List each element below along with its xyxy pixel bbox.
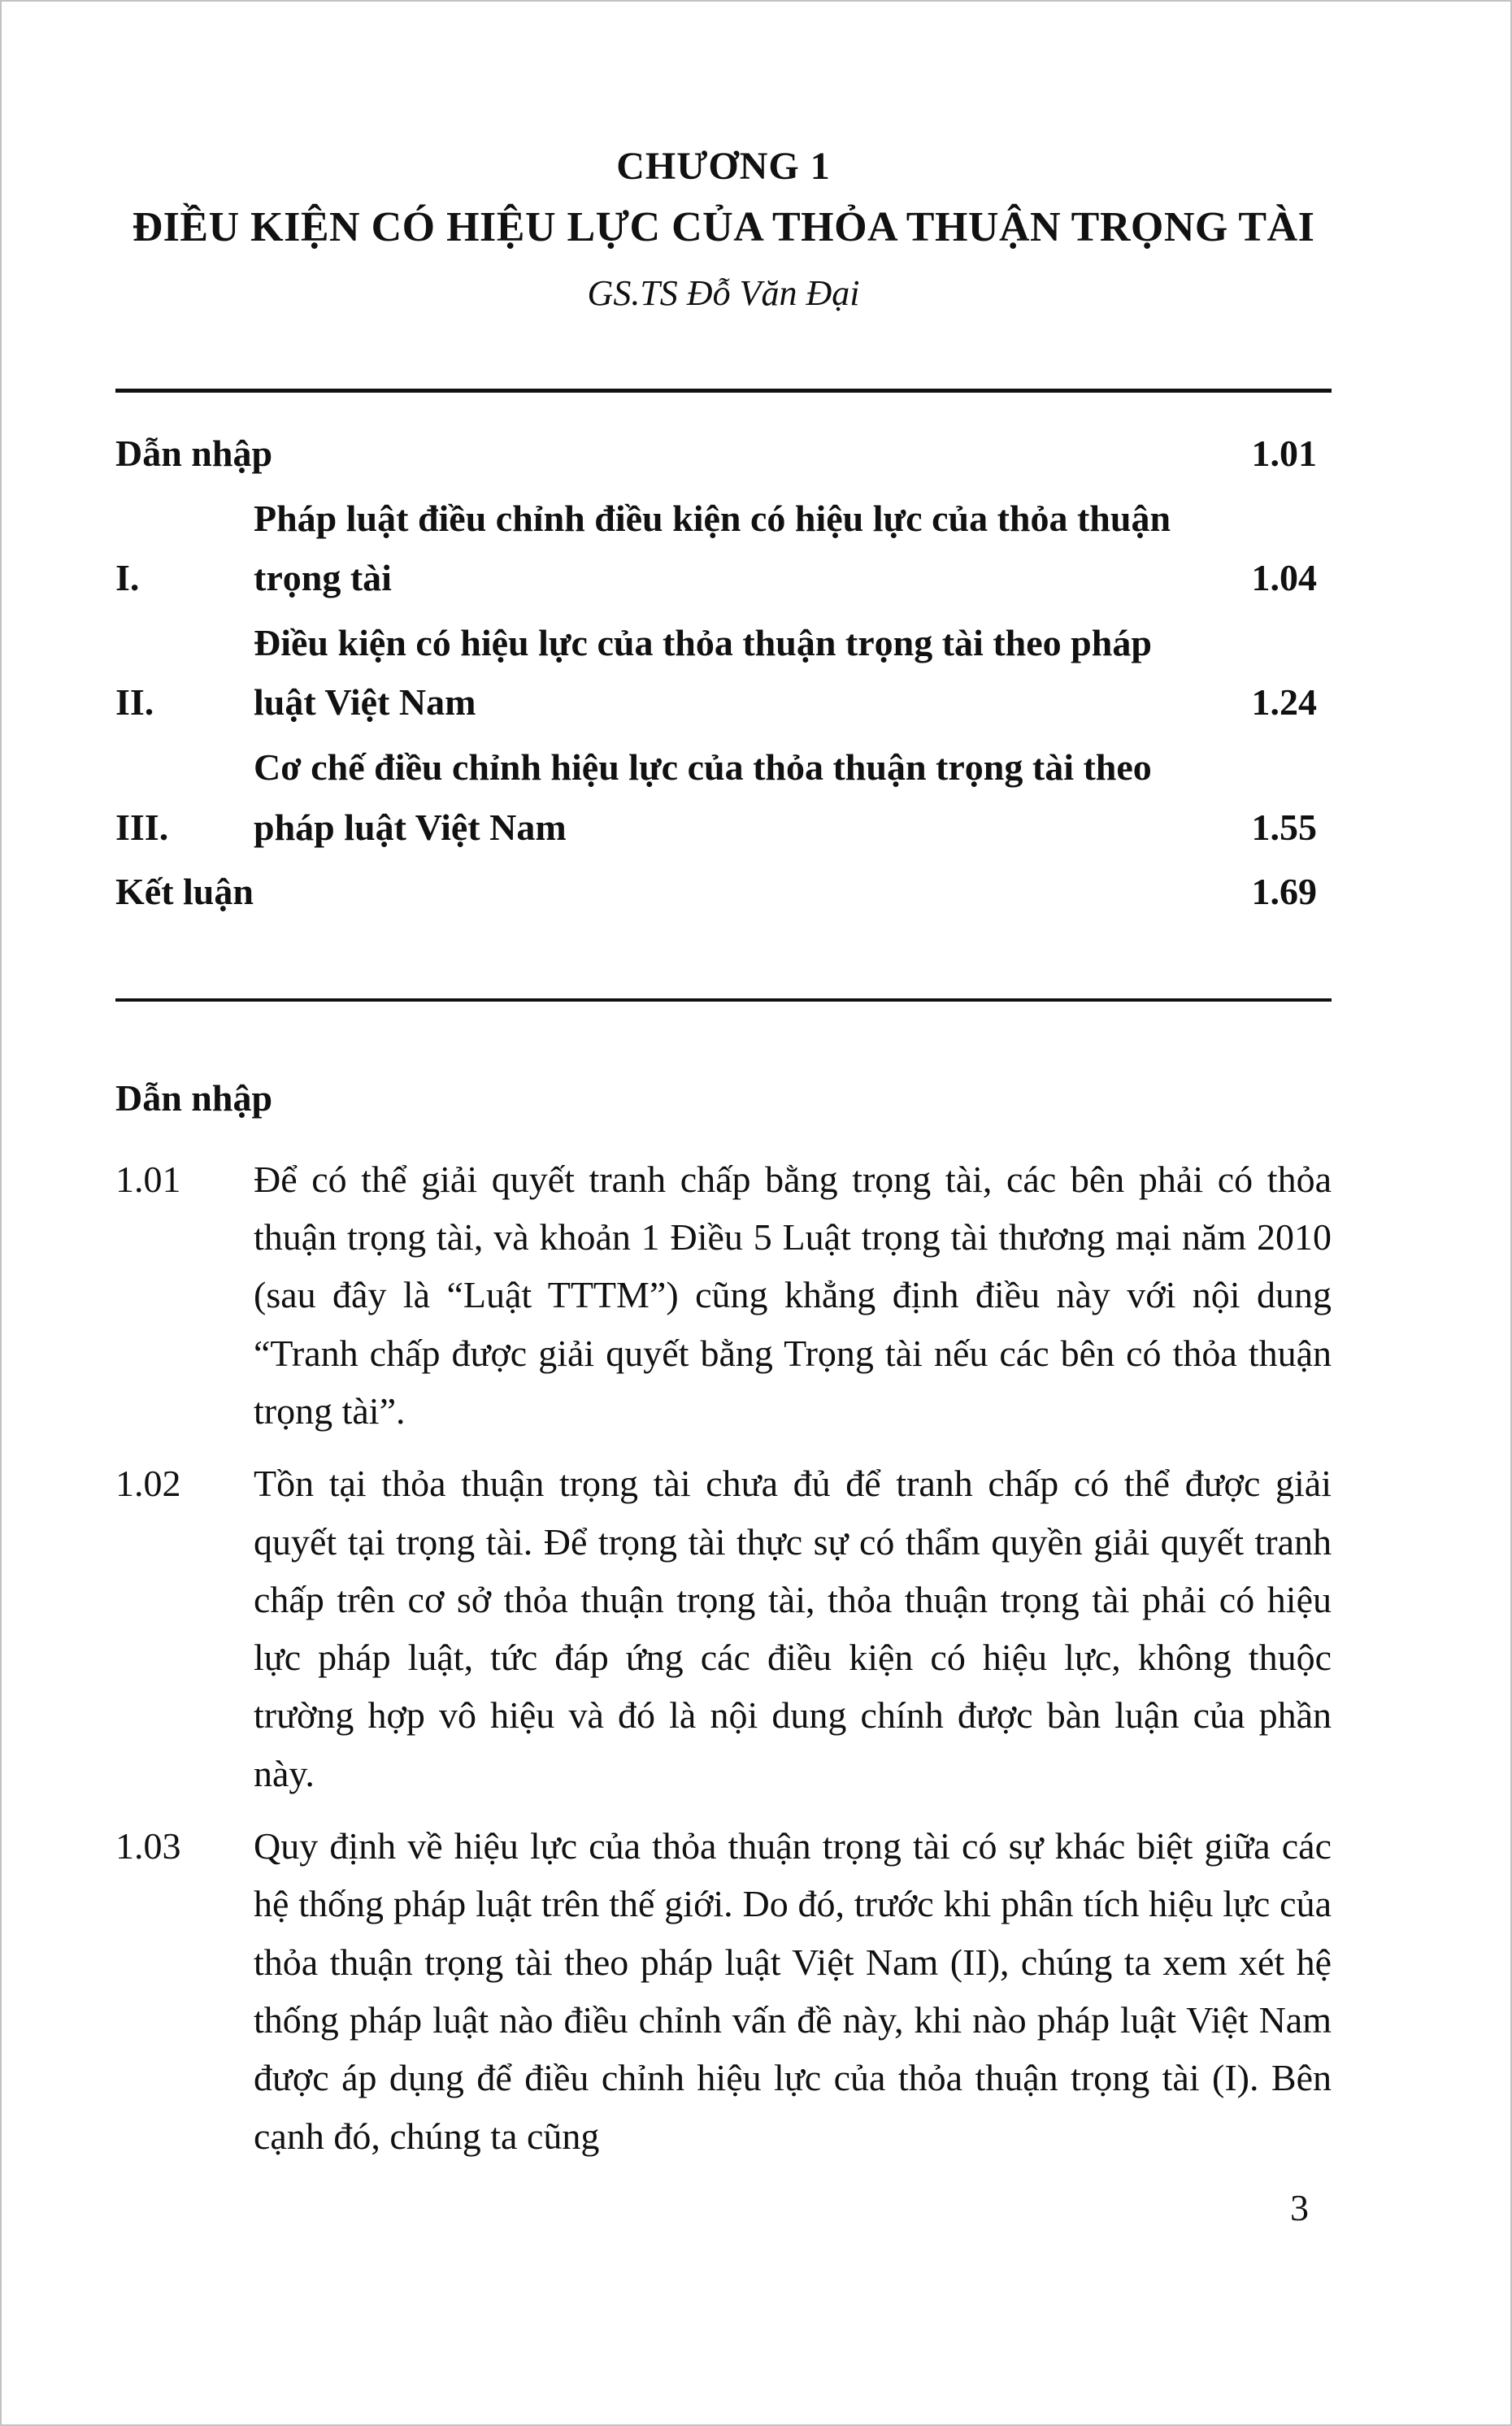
table-of-contents bbox=[115, 389, 1332, 1002]
author-name: GS.TS Đỗ Văn Đại bbox=[587, 273, 860, 313]
toc-entry-ref: 1.04 bbox=[1251, 557, 1317, 599]
section-heading: Dẫn nhập bbox=[115, 1076, 273, 1119]
toc-entry-label: Điều kiện có hiệu lực của thỏa thuận trọng tài theo pháp luật Việt Nam bbox=[254, 621, 1152, 724]
body-section bbox=[115, 1076, 1332, 2165]
paragraph-number: 1.02 bbox=[115, 1463, 181, 1505]
toc-entry-ref: 1.01 bbox=[1251, 433, 1317, 474]
chapter-heading: CHƯƠNG 1 bbox=[616, 145, 831, 188]
toc-entry-ref: 1.24 bbox=[1251, 681, 1317, 724]
toc-entry-ref: 1.55 bbox=[1251, 806, 1317, 848]
paragraph bbox=[115, 1150, 1332, 1440]
toc-entry-label: Kết luận bbox=[115, 871, 254, 913]
paragraph-text: Tồn tại thỏa thuận trọng tài chưa đủ để tranh chấp có thể được giải quyết tại trọng tài. Để trọng tài thực sự có thẩm quyền giải quyết tranh chấp trên cơ sở thỏa thuận trọng tài, thỏa thuận trọng tài phải có hiệu lực pháp luật, tức đáp ứng các điều kiện có hiệu lực, không thuộc trường hợp vô hiệu và đó là nội dung chính được bàn luận của phần này. bbox=[254, 1463, 1332, 1794]
toc-entry-numeral: III. bbox=[115, 806, 169, 848]
toc-entry-label: Dẫn nhập bbox=[115, 433, 273, 474]
toc-entry bbox=[115, 424, 1332, 484]
toc-entry bbox=[115, 737, 1332, 857]
page-content bbox=[2, 2, 1510, 2229]
paragraph bbox=[115, 1817, 1332, 2165]
toc-entry bbox=[115, 613, 1332, 733]
paragraph-number: 1.01 bbox=[115, 1158, 181, 1200]
toc-entry-numeral: I. bbox=[115, 557, 140, 599]
toc-entry-label: Pháp luật điều chỉnh điều kiện có hiệu lực của thỏa thuận trọng tài bbox=[254, 497, 1171, 599]
paragraph-number: 1.03 bbox=[115, 1825, 181, 1867]
toc-entry bbox=[115, 489, 1332, 608]
paragraph bbox=[115, 1454, 1332, 1802]
toc-entry-numeral: II. bbox=[115, 681, 154, 724]
paragraph-text: Quy định về hiệu lực của thỏa thuận trọng tài có sự khác biệt giữa các hệ thống pháp luật trên thế giới. Do đó, trước khi phân tích hiệu lực của thỏa thuận trọng tài theo pháp luật Việt Nam (II), chúng ta xem xét hệ thống pháp luật nào điều chỉnh vấn đề này, khi nào pháp luật Việt Nam được áp dụng để điều chỉnh hiệu lực của thỏa thuận trọng tài (I). Bên cạnh đó, chúng ta cũng bbox=[254, 1825, 1332, 2157]
toc-entry-ref: 1.69 bbox=[1251, 871, 1317, 913]
toc-entry bbox=[115, 862, 1332, 922]
paragraph-text: Để có thể giải quyết tranh chấp bằng trọng tài, các bên phải có thỏa thuận trọng tài, và khoản 1 Điều 5 Luật trọng tài thương mại năm 2010 (sau đây là “Luật TTTM”) cũng khẳng định điều này với nội dung “Tranh chấp được giải quyết bằng Trọng tài nếu các bên có thỏa thuận trọng tài”. bbox=[254, 1158, 1332, 1432]
page-number: 3 bbox=[1290, 2186, 1309, 2228]
page-title: ĐIỀU KIỆN CÓ HIỆU LỰC CỦA THỎA THUẬN TRỌNG TÀI bbox=[132, 204, 1315, 250]
toc-entry-label: Cơ chế điều chỉnh hiệu lực của thỏa thuận trọng tài theo pháp luật Việt Nam bbox=[254, 746, 1152, 848]
